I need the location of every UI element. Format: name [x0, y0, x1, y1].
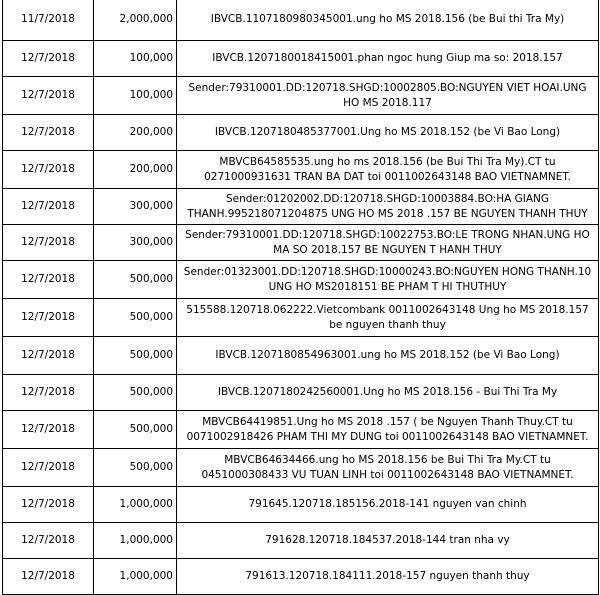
description-cell: MBVCB64419851.Ung ho MS 2018 .157 ( be Nguyen Thanh Thuy.CT tu 0071002918426 PHAM THI MY DUNG toi 0011002643148 BAO VIETNAMNET.	[177, 411, 599, 449]
description-cell: 791628.120718.184537.2018-144 tran nha vy	[177, 523, 599, 559]
date-cell: 12/7/2018	[3, 41, 94, 77]
amount-cell: 100,000	[94, 77, 177, 115]
date-cell: 11/7/2018	[3, 0, 94, 41]
table-row	[3, 559, 599, 595]
table-row	[3, 225, 599, 261]
description-cell: 791645.120718.185156.2018-141 nguyen van chinh	[177, 487, 599, 523]
amount-cell: 300,000	[94, 189, 177, 225]
description-cell: IBVCB.1207180018415001.phan ngoc hung Giup ma so: 2018.157	[177, 41, 599, 77]
table-row	[3, 299, 599, 337]
date-cell: 12/7/2018	[3, 225, 94, 261]
table-row	[3, 77, 599, 115]
description-cell: Sender:79310001.DD:120718.SHGD:10002805.BO:NGUYEN VIET HOAI.UNG HO MS 2018.117	[177, 77, 599, 115]
description-cell: IBVCB.1207180242560001.Ung ho MS 2018.156 - Bui Thi Tra My	[177, 375, 599, 411]
date-cell: 12/7/2018	[3, 523, 94, 559]
amount-cell: 500,000	[94, 261, 177, 299]
date-cell: 12/7/2018	[3, 189, 94, 225]
amount-cell: 500,000	[94, 411, 177, 449]
amount-cell: 200,000	[94, 151, 177, 189]
description-cell: IBVCB.1207180854963001.ung ho MS 2018.152 (be Vi Bao Long)	[177, 337, 599, 375]
description-cell: Sender:79310001.DD:120718.SHGD:10022753.BO:LE TRONG NHAN.UNG HO MA SO 2018.157 BE NGUYEN T HANH THUY	[177, 225, 599, 261]
amount-cell: 1,000,000	[94, 487, 177, 523]
amount-cell: 100,000	[94, 41, 177, 77]
table-row	[3, 115, 599, 151]
description-cell: IBVCB.1107180980345001.ung ho MS 2018.156 (be Bui thi Tra My)	[177, 0, 599, 41]
table-row	[3, 151, 599, 189]
table-row	[3, 337, 599, 375]
date-cell: 12/7/2018	[3, 115, 94, 151]
table-row	[3, 449, 599, 487]
table-row	[3, 411, 599, 449]
date-cell: 12/7/2018	[3, 337, 94, 375]
description-cell: IBVCB.1207180485377001.Ung ho MS 2018.152 (be Vi Bao Long)	[177, 115, 599, 151]
amount-cell: 500,000	[94, 375, 177, 411]
date-cell: 12/7/2018	[3, 151, 94, 189]
donations-table-body	[3, 0, 599, 595]
date-cell: 12/7/2018	[3, 559, 94, 595]
date-cell: 12/7/2018	[3, 261, 94, 299]
amount-cell: 500,000	[94, 299, 177, 337]
amount-cell: 1,000,000	[94, 559, 177, 595]
date-cell: 12/7/2018	[3, 375, 94, 411]
description-cell: 515588.120718.062222.Vietcombank 0011002643148 Ung ho MS 2018.157 be nguyen thanh thuy	[177, 299, 599, 337]
amount-cell: 2,000,000	[94, 0, 177, 41]
description-cell: Sender:01323001.DD:120718.SHGD:10000243.BO:NGUYEN HONG THANH.10 UNG HO MS2018151 BE PHAM T HI THUTHUY	[177, 261, 599, 299]
table-row	[3, 375, 599, 411]
description-cell: Sender:01202002.DD:120718.SHGD:10003884.BO:HA GIANG THANH.995218071204875 UNG HO MS 2018 .157 BE NGUYEN THANH THUY	[177, 189, 599, 225]
table-row	[3, 189, 599, 225]
table-row	[3, 523, 599, 559]
description-cell: MBVCB64585535.ung ho ms 2018.156 (be Bui Thi Tra My).CT tu 0271000931631 TRAN BA DAT toi 0011002643148 BAO VIETNAMNET.	[177, 151, 599, 189]
amount-cell: 500,000	[94, 449, 177, 487]
date-cell: 12/7/2018	[3, 487, 94, 523]
amount-cell: 1,000,000	[94, 523, 177, 559]
date-cell: 12/7/2018	[3, 299, 94, 337]
table-row	[3, 487, 599, 523]
donations-table	[2, 0, 599, 595]
date-cell: 12/7/2018	[3, 77, 94, 115]
table-row	[3, 0, 599, 41]
amount-cell: 500,000	[94, 337, 177, 375]
description-cell: MBVCB64634466.ung ho MS 2018.156 be Bui Thi Tra My.CT tu 0451000308433 VU TUAN LINH toi 0011002643148 BAO VIETNAMNET.	[177, 449, 599, 487]
date-cell: 12/7/2018	[3, 449, 94, 487]
date-cell: 12/7/2018	[3, 411, 94, 449]
table-row	[3, 41, 599, 77]
table-row	[3, 261, 599, 299]
amount-cell: 200,000	[94, 115, 177, 151]
description-cell: 791613.120718.184111.2018-157 nguyen thanh thuy	[177, 559, 599, 595]
amount-cell: 300,000	[94, 225, 177, 261]
